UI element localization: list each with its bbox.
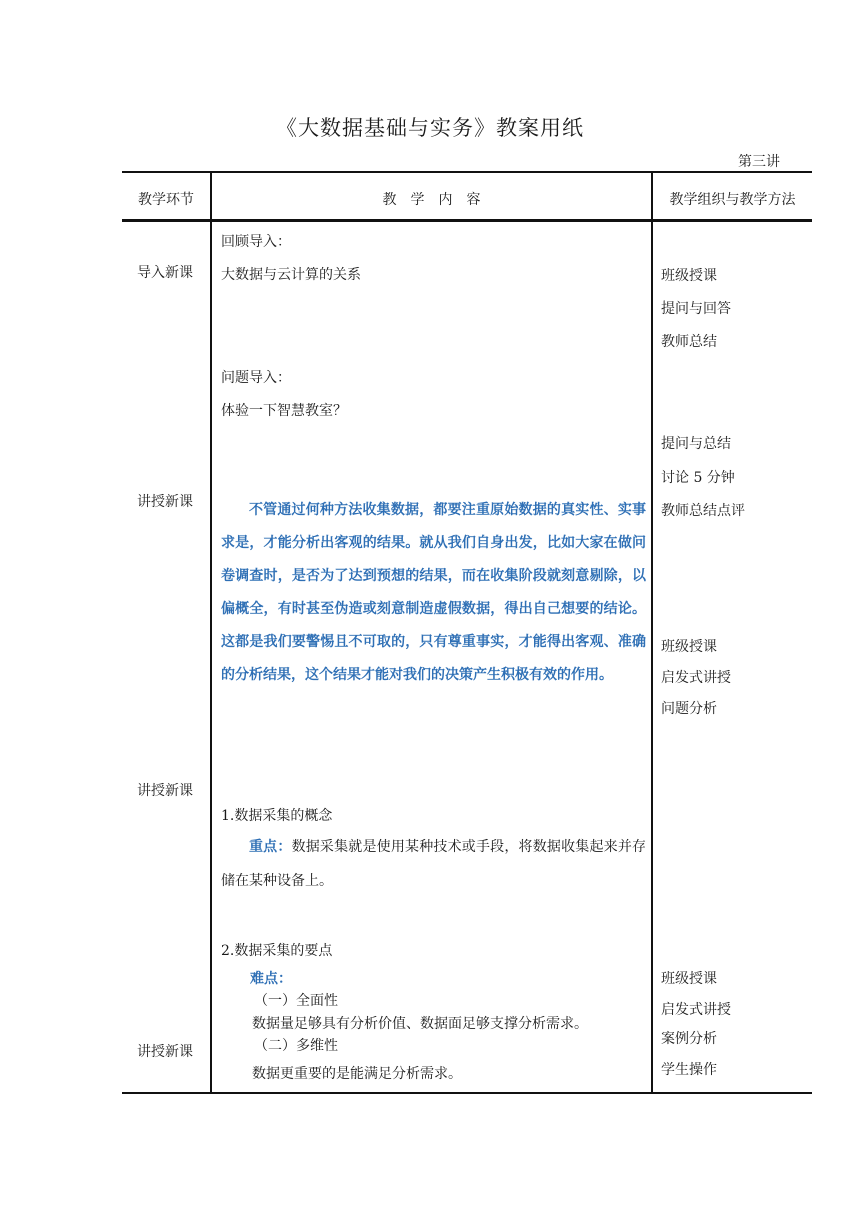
method-item: 教师总结点评: [661, 503, 745, 519]
table-bottom-border: [122, 1092, 812, 1094]
stage-teaching-3: 讲授新课: [137, 1044, 193, 1060]
section1-title: 1.数据采集的概念: [221, 808, 333, 824]
method-item: 提问与回答: [661, 301, 731, 317]
method-item: 问题分析: [661, 701, 717, 717]
review-text: 大数据与云计算的关系: [221, 267, 361, 283]
review-label: 回顾导入：: [221, 234, 291, 250]
stage-teaching-1: 讲授新课: [137, 494, 193, 510]
method-item: 讨论 5 分钟: [661, 470, 735, 486]
key-point-paragraph: [221, 830, 646, 898]
method-item: 教师总结: [661, 334, 717, 350]
method-item: 班级授课: [661, 971, 717, 987]
ethics-paragraph: 不管通过何种方法收集数据，都要注重原始数据的真实性、实事求是，才能分析出客观的结果。就从我们自身出发，比如大家在做问卷调查时，是否为了达到预想的结果，而在收集阶段就刻意剔除，以偏概全，有时甚至伪造或刻意制造虚假数据，得出自己想要的结论。这都是我们要警惕且不可取的，只有尊重事实，才能得出客观、准确的分析结果，这个结果才能对我们的决策产生积极有效的作用。: [221, 502, 646, 683]
column-divider-2: [651, 171, 653, 1093]
header-method: 教学组织与教学方法: [669, 192, 796, 208]
table-top-border: [122, 171, 812, 173]
lecture-number: 第三讲: [738, 154, 780, 170]
method-item: 学生操作: [661, 1062, 717, 1078]
page-title: 《大数据基础与实务》教案用纸: [276, 116, 584, 140]
section2-title: 2.数据采集的要点: [221, 943, 333, 959]
table-header-divider: [122, 219, 812, 222]
method-item: 启发式讲授: [661, 670, 731, 686]
header-content: 教 学 内 容: [382, 192, 481, 208]
question-text: 体验一下智慧教室？: [221, 403, 347, 419]
method-item: 启发式讲授: [661, 1002, 731, 1018]
method-item: 案例分析: [661, 1031, 717, 1047]
point2-title: （二）多维性: [254, 1038, 338, 1054]
difficulty-label: 难点：: [250, 971, 292, 987]
key-text: 数据采集就是使用某种技术或手段，将数据收集起来并存储在某种设备上。: [221, 839, 647, 889]
point2-text: 数据更重要的是能满足分析需求。: [252, 1066, 462, 1082]
method-item: 提问与总结: [661, 436, 731, 452]
point1-text: 数据量足够具有分析价值、数据面足够支撑分析需求。: [252, 1016, 588, 1032]
question-label: 问题导入：: [221, 370, 291, 386]
method-item: 班级授课: [661, 268, 717, 284]
stage-intro: 导入新课: [137, 265, 193, 281]
column-divider-1: [210, 171, 212, 1093]
method-item: 班级授课: [661, 639, 717, 655]
header-stage: 教学环节: [138, 192, 194, 208]
key-label: 重点：: [249, 839, 292, 855]
stage-teaching-2: 讲授新课: [137, 783, 193, 799]
point1-title: （一）全面性: [254, 993, 338, 1009]
